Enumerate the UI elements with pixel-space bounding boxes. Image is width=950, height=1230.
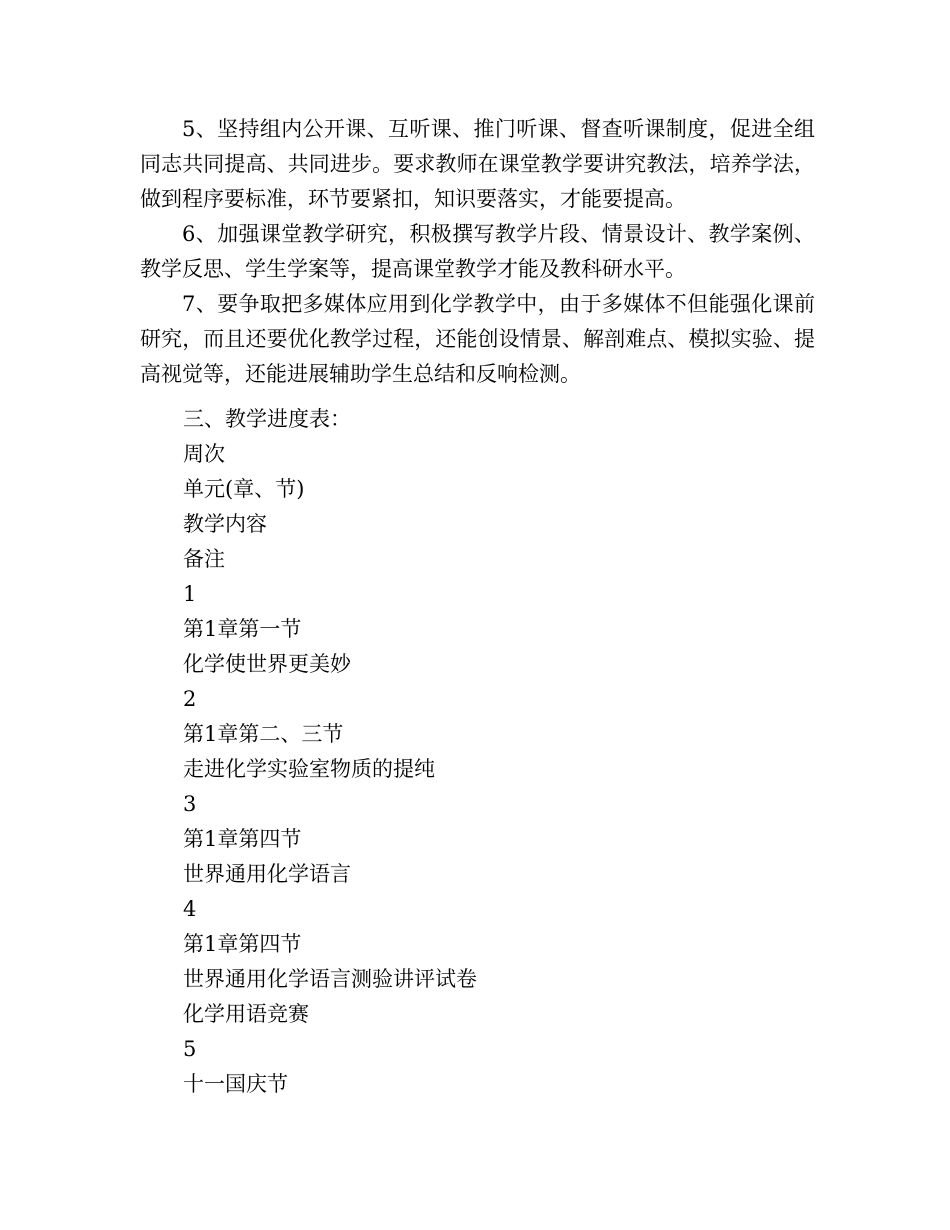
schedule-heading: 三、教学进度表： xyxy=(183,407,351,431)
paragraph-item-6: 6、加强课堂教学研究，积极撰写教学片段、情景设计、教学案例、教学反思、学生学案等，提高课堂教学才能及教科研水平。 xyxy=(140,222,815,281)
row-week: 5 xyxy=(183,1037,197,1061)
paragraph-item-7: 7、要争取把多媒体应用到化学教学中，由于多媒体不但能强化课前研究，而且还要优化教学过程，还能创设情景、解剖难点、模拟实验、提高视觉等，还能进展辅助学生总结和反响检测。 xyxy=(140,292,815,386)
row-week: 4 xyxy=(183,897,197,921)
row-unit: 十一国庆节 xyxy=(183,1072,288,1096)
row-week: 3 xyxy=(183,792,197,816)
column-header-unit: 单元(章、节) xyxy=(183,477,305,501)
column-header-note: 备注 xyxy=(183,547,225,571)
schedule-section xyxy=(183,402,783,1102)
column-header-week: 周次 xyxy=(183,442,225,466)
row-unit: 第1章第二、三节 xyxy=(183,722,344,746)
paragraph-item-5: 5、坚持组内公开课、互听课、推门听课、督查听课制度，促进全组同志共同提高、共同进步。要求教师在课堂教学要讲究教法，培养学法，做到程序要标准，环节要紧扣，知识要落实，才能要提高。 xyxy=(140,117,815,211)
row-unit: 第1章第四节 xyxy=(183,932,302,956)
column-header-content: 教学内容 xyxy=(183,512,267,536)
body-paragraphs xyxy=(140,112,815,392)
row-unit: 第1章第一节 xyxy=(183,617,302,641)
row-week: 2 xyxy=(183,687,197,711)
row-content: 世界通用化学语言测验讲评试卷 xyxy=(183,967,477,991)
row-content: 世界通用化学语言 xyxy=(183,862,351,886)
row-week: 1 xyxy=(183,582,197,606)
row-content: 化学使世界更美妙 xyxy=(183,652,351,676)
row-content: 走进化学实验室物质的提纯 xyxy=(183,757,435,781)
row-note: 化学用语竞赛 xyxy=(183,1002,309,1026)
row-unit: 第1章第四节 xyxy=(183,827,302,851)
